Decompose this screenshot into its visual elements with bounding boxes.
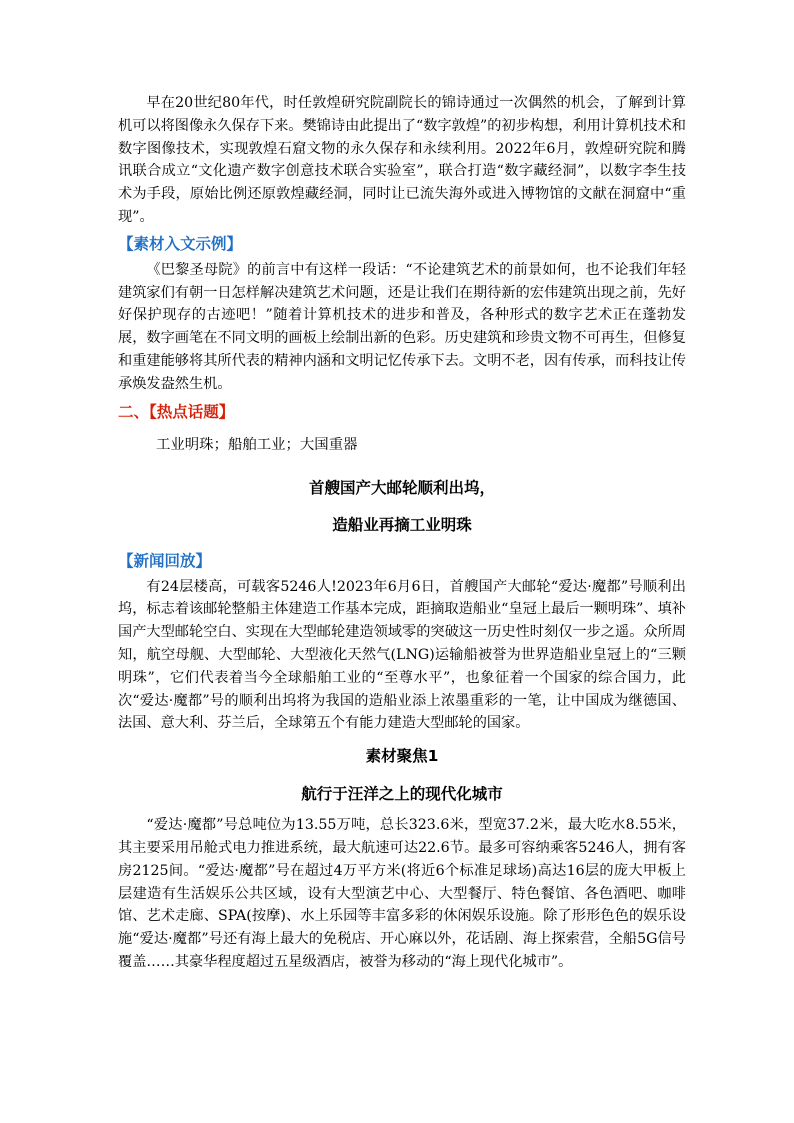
main-title-line1: 首艘国产大邮轮顺利出坞， xyxy=(308,478,495,497)
heading-example: 【素材入文示例】 xyxy=(118,234,243,253)
focus-label: 素材聚焦1 xyxy=(365,747,439,766)
heading-hot-topic: 二、【热点话题】 xyxy=(118,402,235,421)
focus-title: 航行于汪洋之上的现代化城市 xyxy=(301,785,503,804)
paragraph-digital-dunhuang: 早在20世纪80年代，时任敦煌研究院副院长的锦诗通过一次偶然的机会，了解到计算机可以将图像永久保存下来。樊锦诗由此提出了“数字敦煌”的初步构想，利用计算机技术和数字图像技术，实现敦煌石窟文物的永久保存和永续利用。2022年6月，敦煌研究院和腾讯联合成立“文化遗产数字创意技术联合实验室”，联合打造“数字藏经洞”，以数字李生技术为手段，原始比例还原敦煌藏经洞，同时让已流失海外或进入博物馆的文献在洞窟中“重现”。 xyxy=(118,95,686,225)
heading-news-review: 【新闻回放】 xyxy=(118,551,212,570)
main-title-line2: 造船业再摘工业明珠 xyxy=(332,515,472,534)
paragraph-notre-dame: 《巴黎圣母院》的前言中有这样一段话：“不论建筑艺术的前景如何，也不论我们年轻建筑家们有朝一日怎样解决建筑艺术问题，还是让我们在期待新的宏伟建筑出现之前，先好好保护现存的古迹吧！”随着计算机技术的进步和普及，各种形式的数字艺术正在蓬勃发展，数字画笔在不同文明的画板上绘制出新的色彩。历史建筑和珍贵文物不可再生，但修复和重建能够将其所代表的精神内涵和文明记忆传承下去。文明不老，因有传承，而科技让传承焕发盎然生机。 xyxy=(118,261,686,392)
document-page xyxy=(118,92,686,974)
paragraph-news: 有24层楼高，可载客5246人!2023年6月6日，首艘国产大邮轮“爱达·魔都”号顺利出坞，标志着该邮轮整船主体建造工作基本完成，距摘取造船业“皇冠上最后一颗明珠”、填补国产大型邮轮空白、实现在大型邮轮建造领域零的突破这一历史性时刻仅一步之遥。众所周知，航空母舰、大型邮轮、大型液化天然气(LNG)运输船被誉为世界造船业皇冠上的“三颗明珠”，它们代表着当今全球船舶工业的“至尊水平”，也象征着一个国家的综合国力，此次“爱达·魔都”号的顺利出坞将为我国的造船业添上浓墨重彩的一笔，让中国成为继德国、法国、意大利、芬兰后，全球第五个有能力建造大型邮轮的国家。 xyxy=(118,578,686,732)
paragraph-ship-details: “爱达·魔都”号总吨位为13.55万吨，总长323.6米，型宽37.2米，最大吃水8.55米，其主要采用吊舱式电力推进系统，最大航速可达22.6节。最多可容纳乘客5246人，拥有客房2125间。“爱达·魔都”号在超过4万平方米(将近6个标准足球场)高达16层的庞大甲板上层建造有生活娱乐公共区域，设有大型演艺中心、大型餐厅、特色餐馆、各色酒吧、咖啡馆、艺术走廊、SPA(按摩)、水上乐园等丰富多彩的休闲娱乐设施。除了形形色色的娱乐设施“爱达·魔都”号还有海上最大的免税店、开心麻以外，花话剧、海上探索营，全船5G信号覆盖……其豪华程度超过五星级酒店，被誉为移动的“海上现代化城市”。 xyxy=(118,817,686,970)
keywords-line: 工业明珠；船舶工业；大国重器 xyxy=(156,436,358,453)
